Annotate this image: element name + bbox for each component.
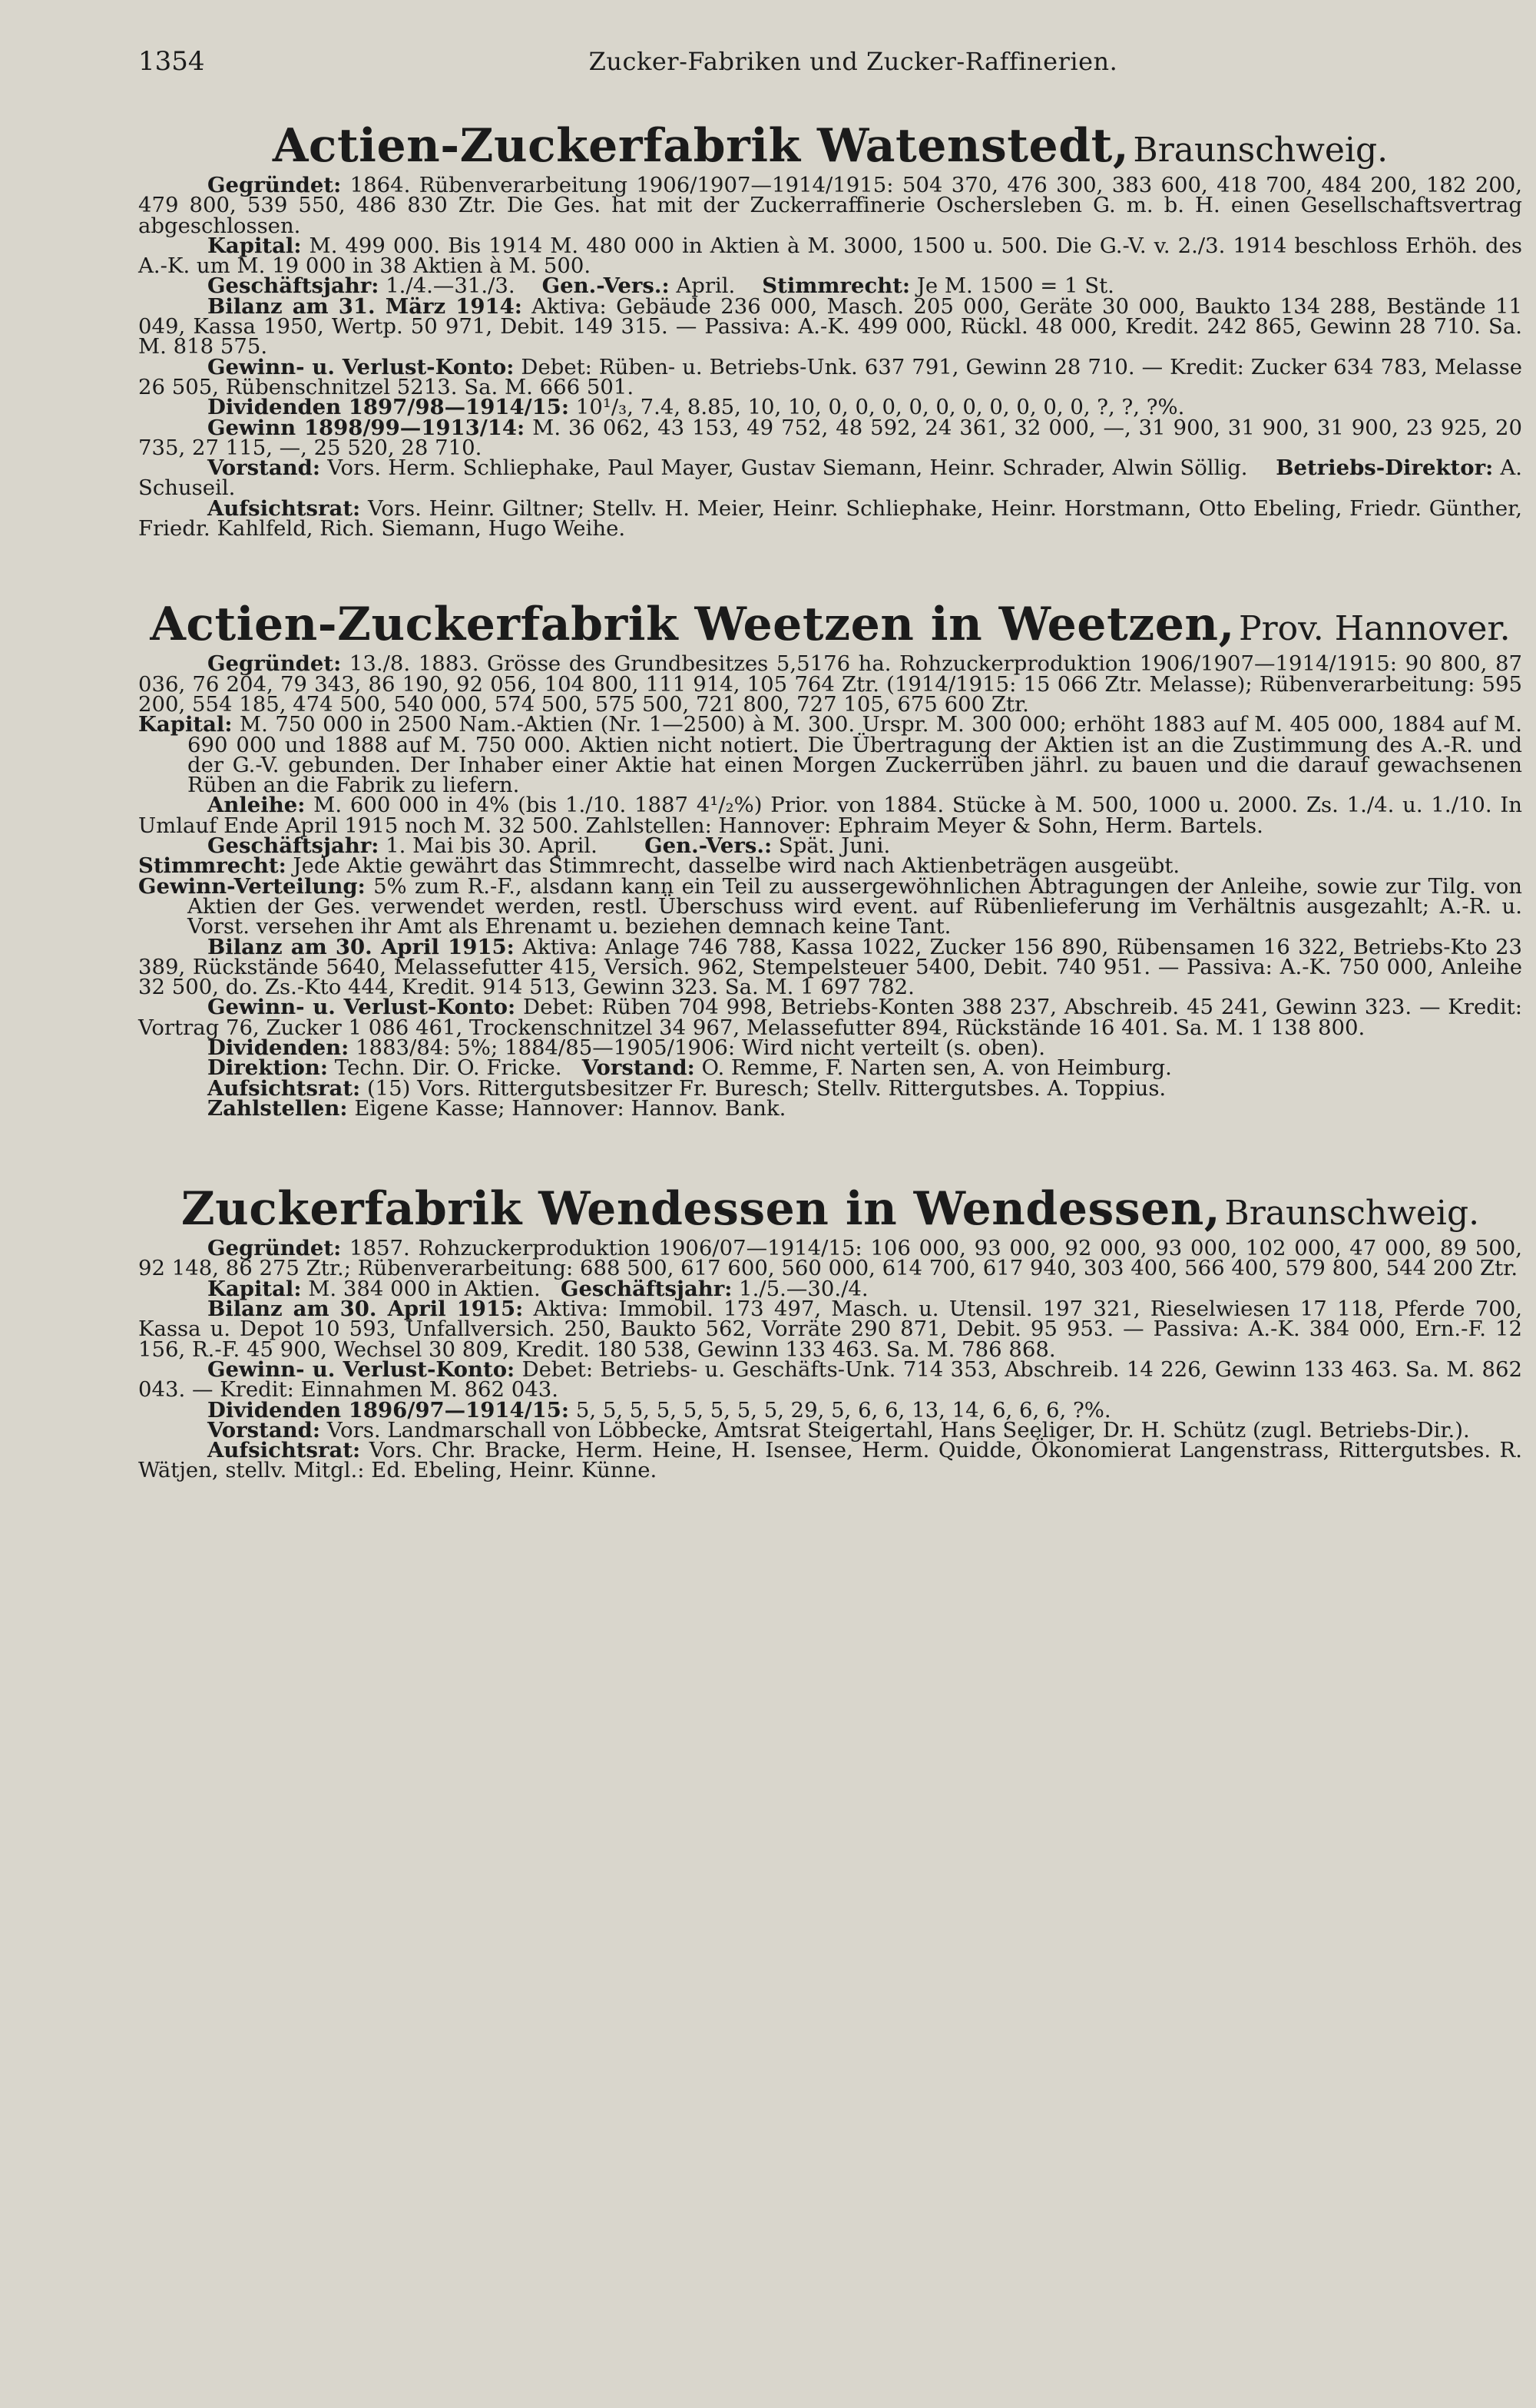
entry-text: M. 499 000. Bis 1914 M. 480 000 in Aktien à M. 3000, 1500 u. 500. Die G.-V. v. 2./3. 1914 beschloss Erhöh. des A.-K. um M. 19 000 in 38 Aktien à M. 500. — [138, 233, 1522, 279]
section-gap — [138, 538, 1522, 571]
running-title: Zucker-Fabriken und Zucker-Raffinerien. — [588, 47, 1118, 76]
entry-paragraph — [138, 873, 1522, 939]
entry-label: Stimmrecht: — [762, 273, 911, 299]
entry-label: Geschäftsjahr: — [560, 1276, 733, 1301]
entry-label: Anleihe: — [207, 793, 306, 818]
company-name: Actien-Zuckerfabrik Weetzen in Weetzen, — [150, 598, 1235, 652]
company-heading — [138, 598, 1522, 652]
entry-label: Vorstand: — [207, 455, 321, 481]
entry-text: Aktiva: Gebäude 236 000, Masch. 205 000, Geräte 30 000, Baukto 134 288, Bestände 11 049, Kassa 1950, Wertp. 50 971, Debit. 149 315. — Passiva: A.-K. 499 000, Rückl. 48 000, Kredit. 242 865, Gewinn 28 710. Sa. M. 818 575. — [138, 293, 1522, 359]
entry-text: 1864. Rübenverarbeitung 1906/1907—1914/1915: 504 370, 476 300, 383 600, 418 700, 484 200, 182 200, 479 800, 539 550, 486 830 Ztr. Die Ges. hat mit der Zuckerraffinerie Oschersleben G. m. b. H. einen Gesellschaftsvertrag abgeschlossen. — [138, 173, 1522, 238]
entry-label: Bilanz am 30. April 1915: — [207, 934, 515, 959]
entry-label: Stimmrecht: — [138, 853, 286, 879]
entry-text: Techn. Dir. O. Fricke. — [334, 1055, 562, 1081]
entry-label: Bilanz am 31. März 1914: — [207, 293, 522, 319]
entry-text: 5, 5, 5, 5, 5, 5, 5, 5, 29, 5, 6, 6, 13, 14, 6, 6, 6, ?%. — [575, 1397, 1111, 1423]
entry-text: Spät. Juni. — [778, 833, 891, 859]
entry-text: 10¹/₃, 7.4, 8.85, 10, 10, 0, 0, 0, 0, 0, 0, 0, 0, 0, 0, ?, ?, ?%. — [575, 395, 1185, 420]
entry-text: 1./5.—30./4. — [739, 1276, 869, 1301]
entry-paragraph — [138, 495, 1522, 542]
company-name: Actien-Zuckerfabrik Watenstedt, — [272, 119, 1130, 173]
company-name: Zuckerfabrik Wendessen in Wendessen, — [180, 1182, 1221, 1237]
entry-label: Gewinn 1898/99—1913/14: — [207, 415, 525, 440]
company-entry-watenstedt — [138, 119, 1523, 542]
entry-paragraph — [138, 1356, 1522, 1403]
entry-label: Aufsichtsrat: — [207, 495, 361, 521]
entry-paragraph — [138, 997, 1522, 1038]
entry-text: M. 36 062, 43 153, 49 752, 48 592, 24 361, 32 000, —, 31 900, 31 900, 31 900, 23 925, 20 735, 27 115, —, 25 520, 28 710. — [138, 415, 1522, 460]
entry-text: 1. Mai bis 30. April. — [386, 833, 598, 859]
entry-label: Vorstand: — [207, 1417, 321, 1442]
entry-text: (15) Vors. Rittergutsbesitzer Fr. Buresch; Stellv. Rittergutsbes. A. Toppius. — [366, 1075, 1167, 1101]
entry-text: M. 600 000 in 4% (bis 1./10. 1887 4¹/₂%) Prior. von 1884. Stücke à M. 500, 1000 u. 2000. Zs. 1./4. u. 1./10. In Umlauf Ende April 1915 noch M. 32 500. Zahlstellen: Hannover: Ephraim Meyer & Sohn, Herm. Bartels. — [138, 793, 1522, 838]
entry-paragraph — [138, 415, 1522, 460]
page-number: 1354 — [138, 46, 205, 77]
entry-text: 1883/84: 5%; 1884/85—1905/1906: Wird nicht verteilt (s. oben). — [356, 1035, 1046, 1060]
entry-paragraph — [138, 1440, 1522, 1481]
entry-label: Dividenden 1897/98—1914/15: — [207, 395, 570, 420]
entry-text: 13./8. 1883. Grösse des Grundbesitzes 5,5176 ha. Rohzuckerproduktion 1906/1907—1914/1915: 90 800, 87 036, 76 204, 79 343, 86 190, 92 056, 104 800, 111 914, 105 764 Ztr. (1914/1915: 15 066 Ztr. Melasse); Rübenverarbeitung: 595 200, 554 185, 474 500, 540 000, 574 500, 575 500, 721 800, 727 105, 675 600 Ztr. — [138, 651, 1522, 717]
entry-label: Kapital: — [207, 233, 302, 258]
company-location: Braunschweig. — [1133, 131, 1389, 170]
entry-label: Gewinn- u. Verlust-Konto: — [207, 1356, 515, 1382]
entry-text: M. 750 000 in 2500 Nam.-Aktien (Nr. 1—2500) à M. 300. Urspr. M. 300 000; erhöht 1883 auf M. 405 000, 1884 auf M. 690 000 und 1888 auf M. 750 000. Aktien nicht notiert. Die Übertragung der Aktien ist an die Zustimmung des A.-R. und der G.-V. gebunden. Der Inhaber einer Aktie hat einen Morgen Zuckerrüben jährl. zu bauen und die darauf gewachsenen Rüben an die Fabrik zu liefern. — [187, 712, 1522, 798]
entry-text: Debet: Rüben 704 998, Betriebs-Konten 388 237, Abschreib. 45 241, Gewinn 323. — Kredit: Vortrag 76, Zucker 1 086 461, Trockenschnitzel 34 967, Melassefutter 894, Rückstände 16 401. Sa. M. 1 138 800. — [138, 995, 1522, 1040]
entry-label: Gewinn-Verteilung: — [138, 873, 366, 899]
entry-text: Jede Aktie gewährt das Stimmrecht, dasselbe wird nach Aktienbeträgen ausgeübt. — [293, 853, 1180, 879]
entry-paragraph — [138, 795, 1522, 836]
company-entry-weetzen — [138, 598, 1523, 1121]
entry-paragraph — [138, 354, 1522, 399]
entry-label: Gegründet: — [207, 651, 342, 677]
entry-paragraph — [138, 1299, 1522, 1360]
entry-paragraph — [138, 1095, 1522, 1121]
company-heading — [138, 1182, 1522, 1237]
entry-label: Gen.-Vers.: — [644, 833, 773, 859]
entry-text: Vors. Landmarschall von Löbbecke, Amtsrat Steigertahl, Hans Seeliger, Dr. H. Schütz (zugl. Betriebs-Dir.). — [326, 1417, 1470, 1442]
entry-label: Gen.-Vers.: — [541, 273, 670, 299]
entry-label: Dividenden 1896/97—1914/15: — [207, 1397, 570, 1423]
entry-text: Vors. Herm. Schliephake, Paul Mayer, Gustav Siemann, Heinr. Schrader, Alwin Söllig. — [327, 455, 1248, 481]
entry-label: Geschäftsjahr: — [207, 273, 379, 299]
entry-label: Aufsichtsrat: — [207, 1075, 361, 1101]
entry-label: Geschäftsjahr: — [207, 833, 379, 859]
entry-text: 1./4.—31./3. — [386, 273, 515, 299]
entry-text: Eigene Kasse; Hannover: Hannov. Bank. — [354, 1095, 786, 1121]
entry-paragraph — [138, 455, 1523, 501]
entry-text: Vors. Heinr. Giltner; Stellv. H. Meier, Heinr. Schliephake, Heinr. Horstmann, Otto Ebeling, Friedr. Günther, Friedr. Kahlfeld, Rich. Siemann, Hugo Weihe. — [138, 495, 1522, 542]
company-entry-wendessen — [138, 1182, 1522, 1483]
entry-text: 5% zum R.-F., alsdann kann ein Teil zu aussergewöhnlichen Abtragungen der Anleihe, sowie zur Tilg. von Aktien der Ges. verwendet werden, restl. Überschuss wird event. auf Rübenlieferung im Verhältnis ausgezahlt; A.-R. u. Vorst. versehen ihr Amt als Ehrenamt u. beziehen demnach keine Tant. — [187, 873, 1522, 939]
entry-label: Kapital: — [138, 712, 233, 737]
section-gap — [138, 1118, 1522, 1155]
entry-text: Aktiva: Anlage 746 788, Kassa 1022, Zucker 156 890, Rübensamen 16 322, Betriebs-Kto 23 389, Rückstände 5640, Melassefutter 415, Versich. 962, Stempelsteuer 5400, Debit. 740 951. — Passiva: A.-K. 750 000, Anleihe 32 500, do. Zs.-Kto 444, Kredit. 914 513, Gewinn 323. Sa. M. 1 697 782. — [138, 934, 1523, 1000]
entry-text: Aktiva: Immobil. 173 497, Masch. u. Utensil. 197 321, Rieselwiesen 17 118, Pferde 700, Kassa u. Depot 10 593, Unfallversich. 250, Baukto 562, Vorräte 290 871, Debit. 95 953. — Passiva: A.-K. 384 000, Ern.-F. 12 156, R.-F. 45 900, Wechsel 30 809, Kredit. 180 538, Gewinn 133 463. Sa. M. 786 868. — [138, 1297, 1522, 1362]
entry-label: Gegründet: — [207, 173, 342, 197]
entry-text: Je M. 1500 = 1 St. — [916, 273, 1114, 299]
entry-paragraph — [138, 712, 1522, 798]
entry-label: Gewinn- u. Verlust-Konto: — [207, 354, 515, 379]
entry-text: O. Remme, F. Narten sen, A. von Heimburg. — [701, 1055, 1172, 1081]
entry-label: Bilanz am 30. April 1915: — [207, 1297, 524, 1322]
entry-label: Betriebs-Direktor: — [1276, 455, 1494, 481]
entry-paragraph — [138, 175, 1522, 236]
running-header — [138, 46, 1522, 92]
entry-label: Zahlstellen: — [207, 1095, 348, 1121]
entry-text: A. Schuseil. — [138, 455, 1523, 501]
entry-label: Gewinn- u. Verlust-Konto: — [207, 995, 516, 1020]
entry-text: M. 384 000 in Aktien. — [308, 1276, 541, 1301]
entry-label: Vorstand: — [581, 1055, 695, 1081]
entry-paragraph — [138, 1238, 1522, 1279]
entry-paragraph — [138, 651, 1522, 717]
entry-label: Gegründet: — [207, 1236, 342, 1261]
entry-text: Vors. Chr. Bracke, Herm. Heine, H. Isensee, Herm. Quidde, Ökonomierat Langenstrass, Rittergutsbes. R. Wätjen, stellv. Mitgl.: Ed. Ebeling, Heinr. Künne. — [138, 1438, 1522, 1483]
entry-label: Direktion: — [207, 1055, 328, 1081]
company-location: Prov. Hannover. — [1239, 609, 1511, 649]
entry-paragraph — [138, 233, 1522, 279]
entry-paragraph — [138, 293, 1522, 359]
entry-label: Kapital: — [207, 1276, 302, 1301]
entry-text: Debet: Betriebs- u. Geschäfts-Unk. 714 353, Abschreib. 14 226, Gewinn 133 463. Sa. M. 862 043. — Kredit: Einnahmen M. 862 043. — [138, 1356, 1522, 1403]
company-heading — [138, 119, 1522, 173]
entry-text: April. — [676, 273, 736, 299]
entry-text: Debet: Rüben- u. Betriebs-Unk. 637 791, Gewinn 28 710. — Kredit: Zucker 634 783, Melasse 26 505, Rübenschnitzel 5213. Sa. M. 666 501. — [138, 354, 1522, 399]
entry-paragraph — [138, 934, 1523, 1000]
entry-label: Dividenden: — [207, 1035, 349, 1060]
entry-text: 1857. Rohzuckerproduktion 1906/07—1914/15: 106 000, 93 000, 92 000, 93 000, 102 000, 47 000, 89 500, 92 148, 86 275 Ztr.; Rübenverarbeitung: 688 500, 617 600, 560 000, 614 700, 617 940, 303 400, 566 400, 579 800, 544 200 Ztr. — [138, 1236, 1522, 1281]
company-location: Braunschweig. — [1224, 1194, 1480, 1234]
entry-label: Aufsichtsrat: — [207, 1438, 361, 1463]
